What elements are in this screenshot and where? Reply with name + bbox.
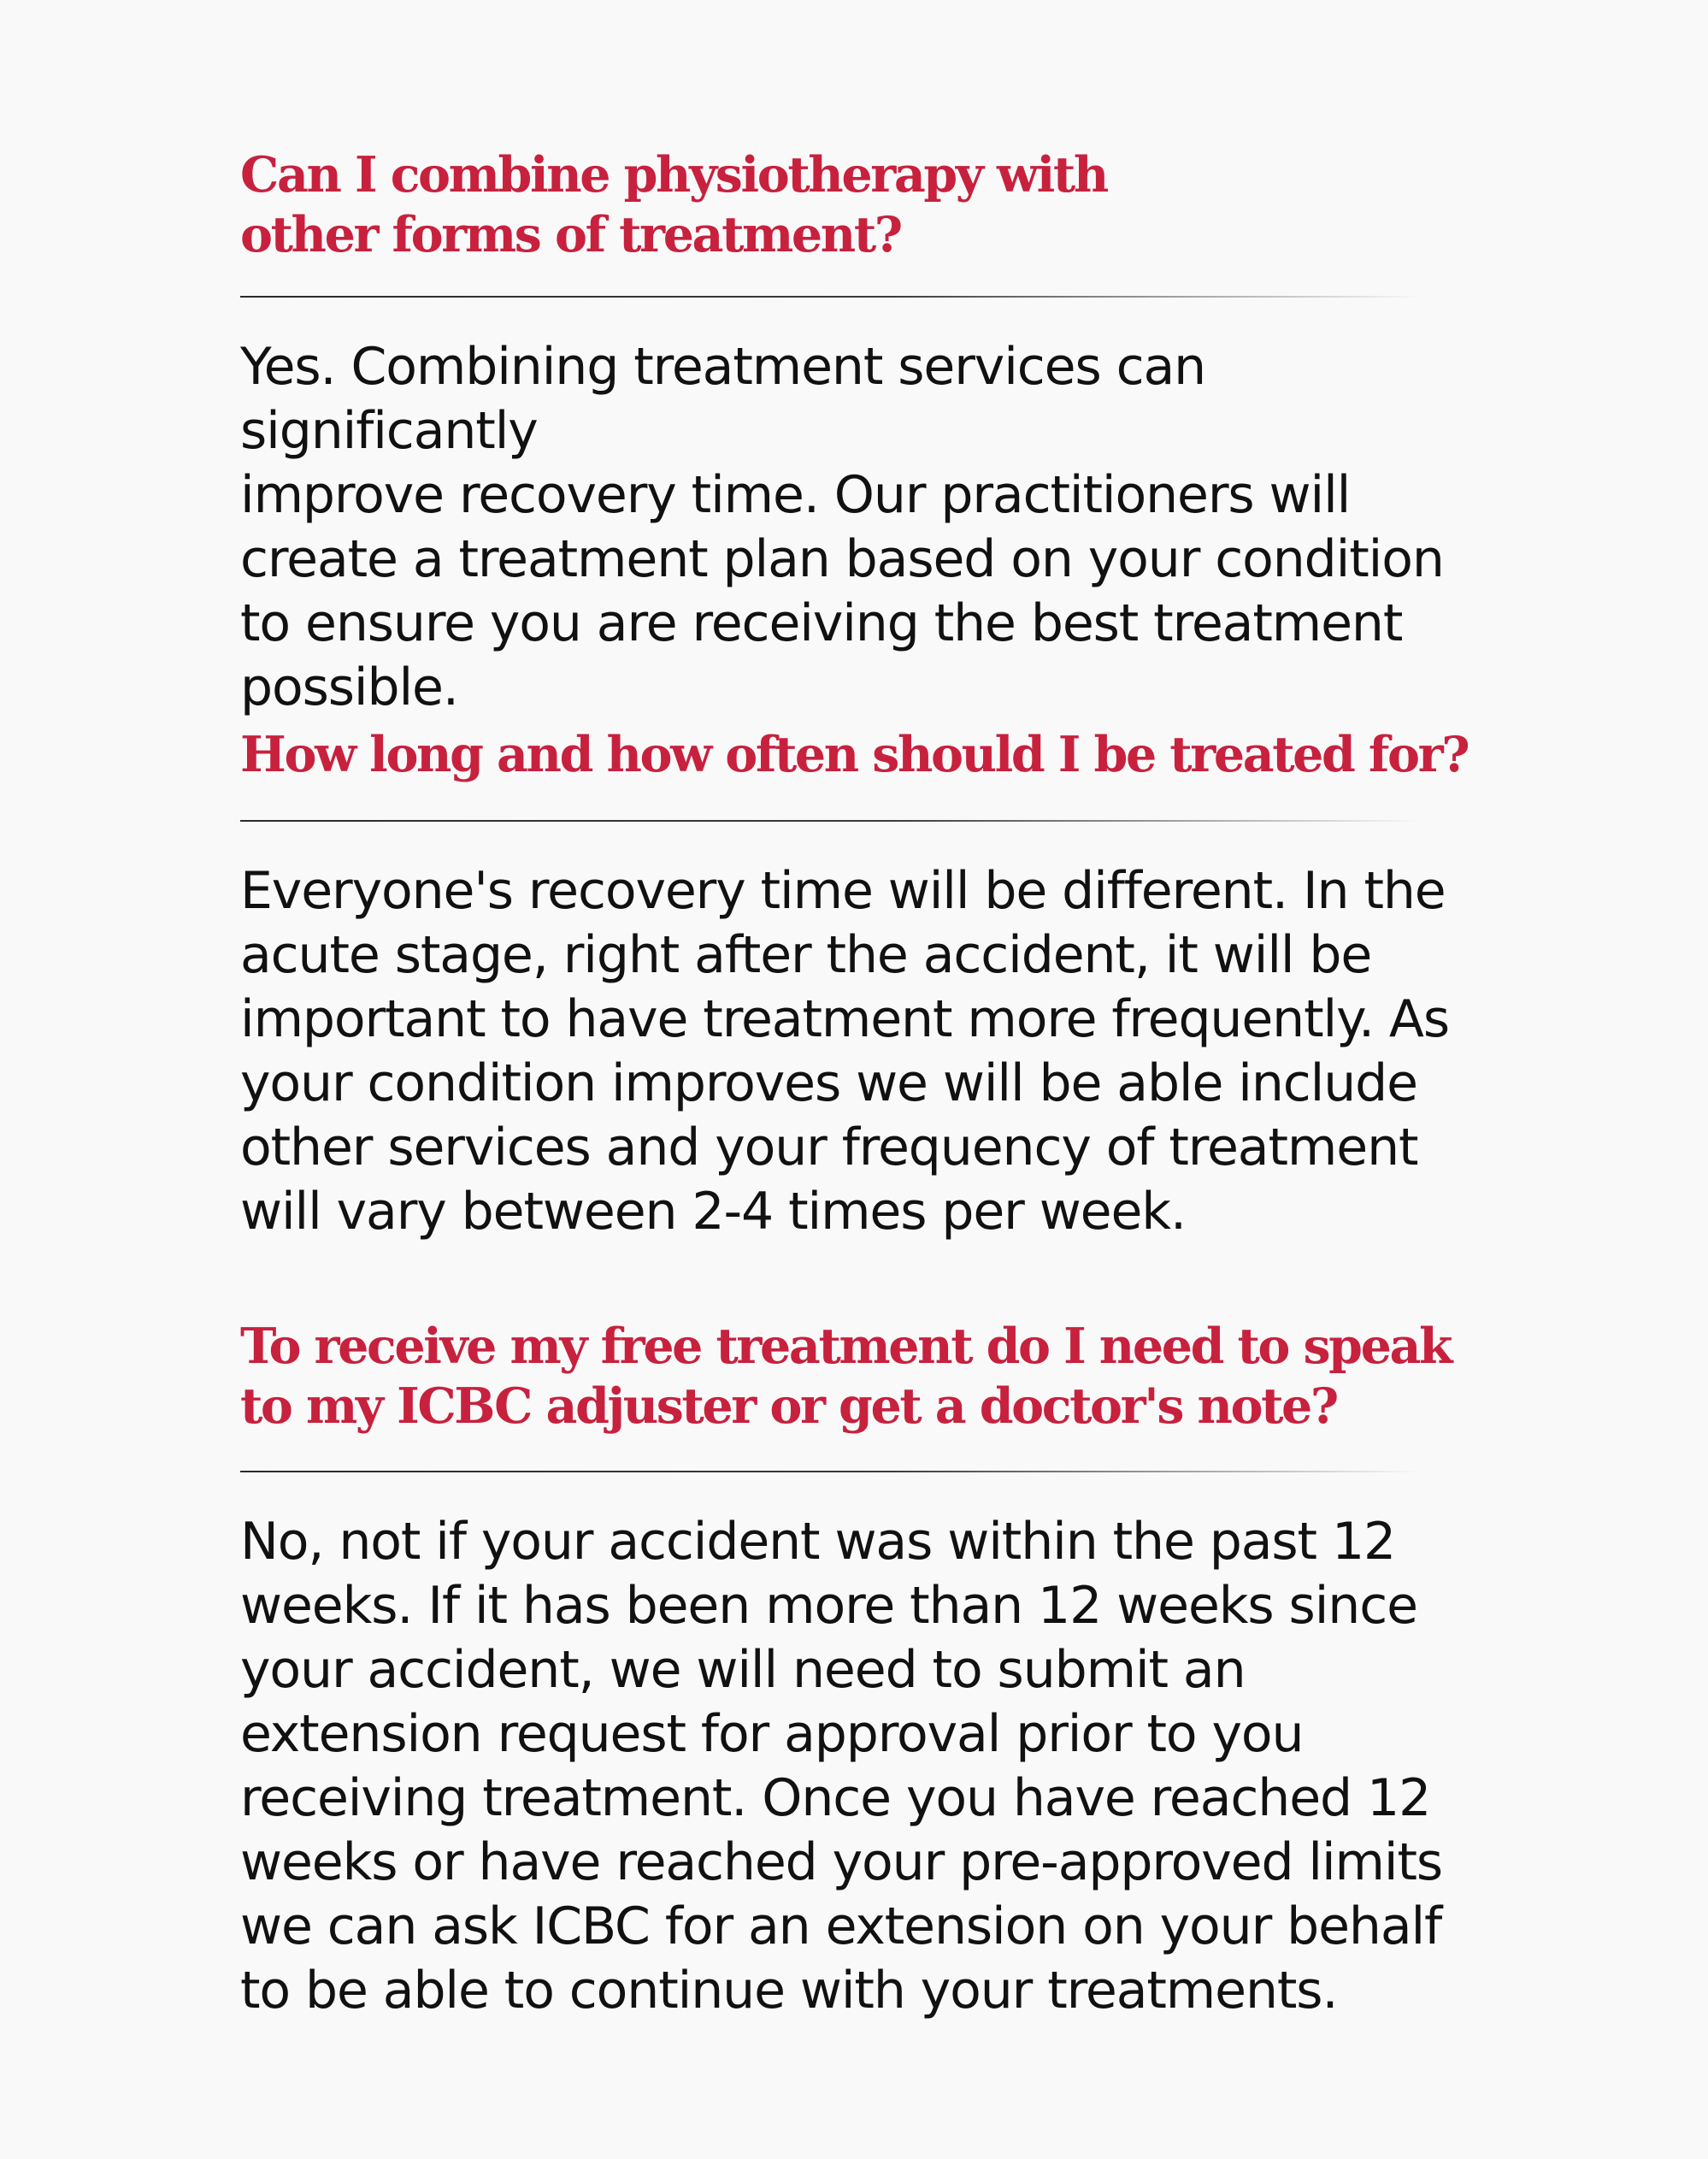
faq-answer: No, not if your accident was within the past 12 weeks. If it has been more than 12 weeks since your accident, we will need to submit an extension request for approval prior to you receiving treatment. Once you have reached 12 weeks or have reached your pre-approved limits we can ask ICBC for an extension on your behalf to be able to continue with your treatments. (240, 1512, 1443, 2020)
faq-answer: Everyone's recovery time will be different. In the acute stage, right after the accident, it will be important to have treatment more frequently. As your condition improves we will be able include other services and your frequency of treatment will vary between 2-4 times per week. (240, 861, 1449, 1242)
divider (240, 820, 1420, 822)
faq-item (240, 1317, 1505, 2020)
divider (240, 296, 1420, 298)
faq-question: How long and how often should I be treated for? (240, 726, 1469, 783)
faq-item (240, 725, 1505, 1242)
faq-answer: Yes. Combining treatment services can significantly improve recovery time. Our practitioners will create a treatment plan based on your condition to ensure you are receiving the best treatment possible. (240, 337, 1444, 717)
faq-item (240, 145, 1505, 717)
divider (240, 1471, 1420, 1472)
faq-question: Can I combine physiotherapy with other forms of treatment? (240, 146, 1107, 263)
faq-question: To receive my free treatment do I need to speak to my ICBC adjuster or get a doctor's note? (240, 1318, 1452, 1435)
